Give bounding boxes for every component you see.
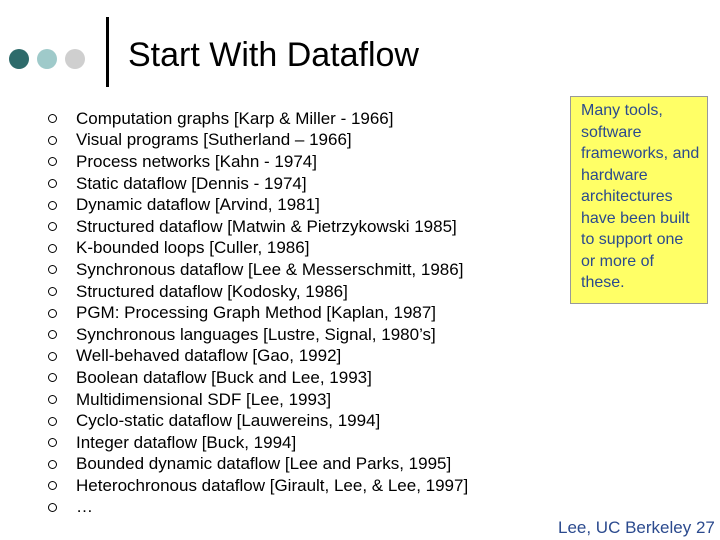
list-item [48,216,468,238]
list-item-text: Synchronous dataflow [Lee & Messerschmitt, 1986] [76,259,464,279]
bullet-icon [48,287,57,296]
dot-light [37,49,57,69]
list-item [48,454,468,476]
decorative-dots [9,49,85,69]
callout-note: Many tools, software frameworks, and hardware architectures have been built to support one or more of these. [570,96,708,304]
list-item-text: Process networks [Kahn - 1974] [76,151,317,171]
list-item [48,367,468,389]
list-item [48,281,468,303]
slide-footer: Lee, UC Berkeley 27 [558,518,715,537]
bullet-icon [48,460,57,469]
bullet-icon [48,201,57,210]
list-item [48,151,468,173]
list-item-text: Multidimensional SDF [Lee, 1993] [76,389,332,409]
list-item-text: Heterochronous dataflow [Girault, Lee, & Lee, 1997] [76,475,469,495]
list-item [48,302,468,324]
dataflow-list [48,108,468,518]
slide-title: Start With Dataflow [128,36,419,74]
list-item-text: PGM: Processing Graph Method [Kaplan, 1987] [76,303,437,323]
list-item [48,432,468,454]
bullet-icon [48,481,57,490]
list-item [48,108,468,130]
list-item-text: Bounded dynamic dataflow [Lee and Parks, 1995] [76,454,452,474]
list-item [48,497,468,519]
bullet-icon [48,114,57,123]
list-item [48,238,468,260]
list-item [48,173,468,195]
list-item-text: Structured dataflow [Kodosky, 1986] [76,281,348,301]
bullet-icon [48,438,57,447]
bullet-icon [48,222,57,231]
list-item-text: Structured dataflow [Matwin & Pietrzykowski 1985] [76,216,457,236]
list-item [48,346,468,368]
list-item [48,389,468,411]
bullet-icon [48,244,57,253]
bullet-icon [48,309,57,318]
dot-gray [65,49,85,69]
bullet-icon [48,417,57,426]
bullet-icon [48,265,57,274]
list-item-text: Boolean dataflow [Buck and Lee, 1993] [76,367,372,387]
list-item-text: Computation graphs [Karp & Miller - 1966] [76,108,394,128]
list-item-text: Cyclo-static dataflow [Lauwereins, 1994] [76,411,381,431]
list-item-text: K-bounded loops [Culler, 1986] [76,238,310,258]
list-item [48,259,468,281]
list-item [48,324,468,346]
list-item [48,410,468,432]
bullet-icon [48,395,57,404]
title-divider [106,17,109,87]
list-item-text: Integer dataflow [Buck, 1994] [76,432,297,452]
bullet-icon [48,136,57,145]
bullet-icon [48,373,57,382]
dot-dark [9,49,29,69]
list-item [48,194,468,216]
bullet-icon [48,179,57,188]
list-item [48,475,468,497]
bullet-icon [48,503,57,512]
list-item-text: Visual programs [Sutherland – 1966] [76,130,352,150]
list-item-text: Well-behaved dataflow [Gao, 1992] [76,346,342,366]
list-item-text: Dynamic dataflow [Arvind, 1981] [76,195,320,215]
bullet-icon [48,157,57,166]
list-item [48,130,468,152]
list-item-text: Synchronous languages [Lustre, Signal, 1980’s] [76,324,436,344]
list-item-text: Static dataflow [Dennis - 1974] [76,173,307,193]
bullet-icon [48,352,57,361]
bullet-icon [48,330,57,339]
list-item-text: … [76,497,93,517]
